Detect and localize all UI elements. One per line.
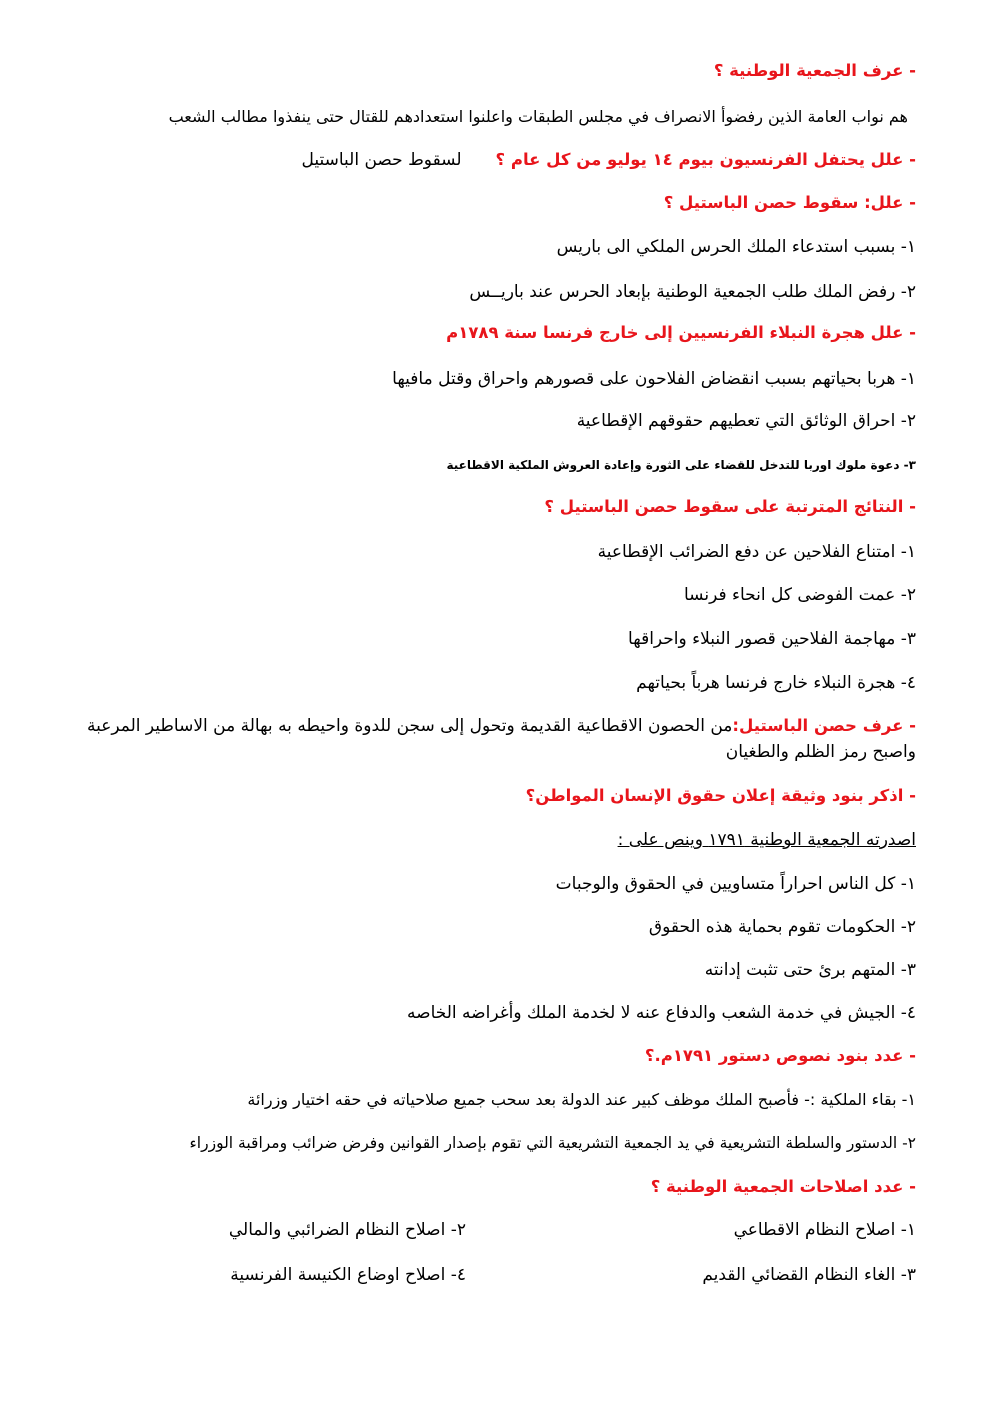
- q4-item-2: ٢- احراق الوثائق التي تعطيهم حقوقهم الإقطاعية: [576, 411, 916, 431]
- q8-title: - عدد بنود نصوص دستور ١٧٩١م.؟: [644, 1046, 916, 1065]
- q2-answer: لسقوط حصن الباستيل: [301, 150, 462, 170]
- q9-item-3: ٣- الغاء النظام القضائي القديم: [702, 1265, 916, 1285]
- q5-item-3: ٣- مهاجمة الفلاحين قصور النبلاء واحراقها: [628, 629, 916, 649]
- q2-row: [60, 147, 916, 173]
- q9-row-2: [60, 1262, 916, 1288]
- q9-row-1: [60, 1217, 916, 1243]
- q7-intro: اصدرته الجمعية الوطنية ١٧٩١ وينص على :: [617, 830, 916, 850]
- q3-item-2: ٢- رفض الملك طلب الجمعية الوطنية بإبعاد الحرس عند باريــس: [469, 282, 916, 302]
- q3-item-1: ١- بسبب استدعاء الملك الحرس الملكي الى باريس: [556, 237, 916, 257]
- q6-title: - عرف حصن الباستيل:: [732, 716, 916, 735]
- q9-item-1: ١- اصلاح النظام الاقطاعي: [733, 1220, 916, 1240]
- q6-answer: من الحصون الاقطاعية القديمة وتحول إلى سجن للدوة واحيطه به بهالة من الاساطير المرعبة واصبح رمز الظلم والطغيان: [86, 716, 916, 762]
- q7-title: - اذكر بنود وثيقة إعلان حقوق الإنسان المواطن؟: [525, 786, 916, 805]
- q7-item-2: ٢- الحكومات تقوم بحماية هذه الحقوق: [648, 917, 916, 937]
- q7-item-4: ٤- الجيش في خدمة الشعب والدفاع عنه لا لخدمة الملك وأغراضه الخاصه: [407, 1003, 916, 1023]
- q8-item-1: ١- بقاء الملكية :- فأصبح الملك موظف كبير عند الدولة بعد سحب جميع صلاحياته في حقه اختيار وزرائة: [247, 1090, 916, 1109]
- q6-block: [80, 713, 916, 765]
- q1-answer: هم نواب العامة الذين رفضوأ الانصراف في مجلس الطبقات واعلنوا استعدادهم للقتال حتى ينفذوا مطالب الشعب: [168, 107, 908, 126]
- q4-title: - علل هجرة النبلاء الفرنسيين إلى خارج فرنسا سنة ١٧٨٩م: [446, 323, 916, 342]
- q9-title: - عدد اصلاحات الجمعية الوطنية ؟: [650, 1177, 916, 1196]
- q7-intro-row: [60, 827, 916, 853]
- q3-title: - علل: سقوط حصن الباستيل ؟: [663, 193, 916, 212]
- q2-title: - علل يحتفل الفرنسيون بيوم ١٤ يوليو من كل عام ؟: [495, 150, 916, 169]
- q8-item-2: ٢- الدستور والسلطة التشريعية في يد الجمعية التشريعية التي تقوم بإصدار القوانين وفرض ضرائب ومراقبة الوزراء: [189, 1134, 916, 1152]
- q7-item-1: ١- كل الناس احراراً متساويين في الحقوق والوجبات: [555, 874, 916, 894]
- q5-item-4: ٤- هجرة النبلاء خارج فرنسا هرباً بحياتهم: [636, 673, 916, 693]
- q5-title: - النتائج المترتبة على سقوط حصن الباستيل ؟: [544, 497, 916, 516]
- q4-item-3: ٣- دعوة ملوك اوربا للتدخل للقضاء على الثورة وإعادة العروش الملكية الاقطاعية: [446, 458, 916, 472]
- q5-item-1: ١- امتناع الفلاحين عن دفع الضرائب الإقطاعية: [597, 542, 916, 562]
- q4-item-1: ١- هربا بحياتهم بسبب انقضاض الفلاحون على قصورهم واحراق وقتل مافيها: [392, 369, 916, 389]
- q5-item-2: ٢- عمت الفوضى كل انحاء فرنسا: [684, 585, 916, 605]
- q9-item-2: ٢- اصلاح النظام الضرائبي والمالي: [228, 1220, 466, 1240]
- q1-title: - عرف الجمعية الوطنية ؟: [713, 61, 916, 80]
- q9-item-4: ٤- اصلاح اوضاع الكنيسة الفرنسية: [230, 1265, 466, 1285]
- q7-item-3: ٣- المتهم برئ حتى تثبت إدانته: [704, 960, 916, 980]
